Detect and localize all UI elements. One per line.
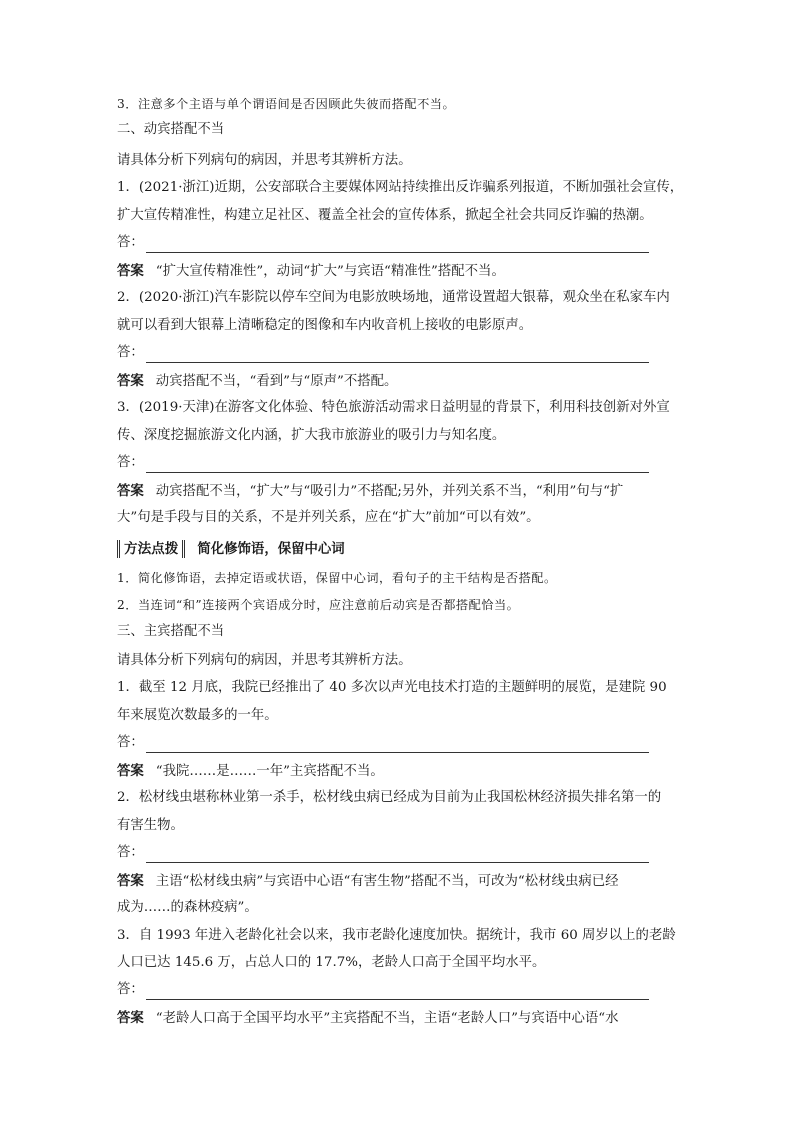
section-2-title: 二、动宾搭配不当 — [117, 122, 225, 137]
answer-blank-3-1[interactable] — [117, 733, 679, 753]
section-3-title: 三、主宾搭配不当 — [117, 624, 225, 639]
method-tip-3: 3．注意多个主语与单个谓语间是否因顾此失彼而搭配不当。 — [117, 97, 456, 111]
answer-input-line[interactable] — [146, 738, 649, 753]
answer-text: “老龄人口高于全国平均水平”主宾搭配不当，主语“老龄人口”与宾语中心语“水 — [155, 1011, 619, 1026]
question-2-1-line-1: 1．(2021·浙江)近期，公安部联合主要媒体网站持续推出反诈骗系列报道，不断加强社会宣传， — [117, 180, 684, 195]
answer-input-line[interactable] — [146, 348, 649, 363]
question-3-1-line-2: 年来展览次数最多的一年。 — [117, 708, 278, 723]
question-2-2-line-1: 2．(2020·浙江)汽车影院以停车空间为电影放映场地，通常设置超大银幕，观众坐在私家车内 — [117, 290, 670, 305]
method-tip-1: 1．简化修饰语，去掉定语或状语，保留中心词，看句子的主干结构是否搭配。 — [117, 571, 557, 585]
answer-2-3-line-2: 大”句是手段与目的关系，不是并列关系，应在“扩大”前加“可以有效”。 — [117, 510, 540, 525]
question-2-3-line-1: 3．(2019·天津)在游客文化体验、特色旅游活动需求日益明显的背景下，利用科技创新对外宣 — [117, 400, 670, 415]
answer-input-line[interactable] — [146, 848, 649, 863]
answer-blank-2-3[interactable] — [117, 453, 679, 473]
answer-prefix: 答： — [117, 345, 144, 360]
method-tip-2: 2．当连词“和”连接两个宾语成分时，应注意前后动宾是否都搭配恰当。 — [117, 598, 520, 612]
answer-3-2-line-1 — [117, 871, 679, 892]
question-3-1-line-1: 1．截至 12 月底，我院已经推出了 40 多次以声光电技术打造的主题鲜明的展览，是建院 90 — [117, 680, 667, 695]
answer-blank-3-3[interactable] — [117, 980, 679, 1000]
answer-3-1 — [117, 761, 679, 782]
question-2-3-line-2: 传、深度挖掘旅游文化内涵，扩大我市旅游业的吸引力与知名度。 — [117, 428, 506, 443]
answer-label: 答案 — [117, 373, 144, 389]
answer-label: 答案 — [117, 483, 144, 499]
answer-text: 动宾搭配不当，“看到”与“原声”不搭配。 — [155, 374, 398, 389]
question-2-1-line-2: 扩大宣传精准性，构建立足社区、覆盖全社会的宣传体系，掀起全社会共同反诈骗的热潮。 — [117, 208, 653, 223]
answer-prefix: 答： — [117, 845, 144, 860]
answer-text: “我院……是……一年”主宾搭配不当。 — [155, 764, 384, 779]
answer-2-1 — [117, 261, 679, 282]
answer-3-3-line-1 — [117, 1008, 679, 1029]
question-3-3-line-1: 3．自 1993 年进入老龄化社会以来，我市老龄化速度加快。据统计，我市 60 周岁以上的老龄 — [117, 928, 676, 943]
answer-2-2 — [117, 371, 679, 392]
answer-label: 答案 — [117, 873, 144, 889]
answer-prefix: 答： — [117, 982, 144, 997]
section-3-prompt: 请具体分析下列病句的病因，并思考其辨析方法。 — [117, 653, 412, 668]
answer-blank-3-2[interactable] — [117, 843, 679, 863]
answer-label: 答案 — [117, 1010, 144, 1026]
answer-input-line[interactable] — [146, 985, 649, 1000]
answer-text: 主语“松材线虫病”与宾语中心语“有害生物”搭配不当，可改为“松材线虫病已经 — [155, 874, 619, 889]
answer-blank-2-2[interactable] — [117, 343, 679, 363]
answer-text: 动宾搭配不当，“扩大”与“吸引力”不搭配;另外，并列关系不当，“利用”句与“扩 — [155, 484, 624, 499]
answer-blank-2-1[interactable] — [117, 233, 679, 253]
answer-input-line[interactable] — [146, 238, 649, 253]
method-heading: 简化修饰语，保留中心词 — [197, 541, 345, 557]
answer-prefix: 答： — [117, 735, 144, 750]
answer-label: 答案 — [117, 763, 144, 779]
answer-3-2-line-2: 成为……的森林疫病”。 — [117, 900, 258, 915]
question-3-3-line-2: 人口已达 145.6 万，占总人口的 17.7%，老龄人口高于全国平均水平。 — [117, 955, 546, 970]
answer-text: “扩大宣传精准性”，动词“扩大”与宾语“精准性”搭配不当。 — [155, 264, 505, 279]
answer-input-line[interactable] — [146, 458, 649, 473]
method-tag: 方法点拨 — [117, 540, 185, 558]
question-3-2-line-1: 2．松材线虫堪称林业第一杀手，松材线虫病已经成为目前为止我国松林经济损失排名第一的 — [117, 790, 662, 805]
question-3-2-line-2: 有害生物。 — [117, 818, 184, 833]
answer-prefix: 答： — [117, 235, 144, 250]
answer-prefix: 答： — [117, 455, 144, 470]
section-2-prompt: 请具体分析下列病句的病因，并思考其辨析方法。 — [117, 153, 412, 168]
answer-2-3-line-1 — [117, 481, 679, 502]
answer-label: 答案 — [117, 263, 144, 279]
question-2-2-line-2: 就可以看到大银幕上清晰稳定的图像和车内收音机上接收的电影原声。 — [117, 318, 533, 333]
method-box — [117, 539, 679, 559]
